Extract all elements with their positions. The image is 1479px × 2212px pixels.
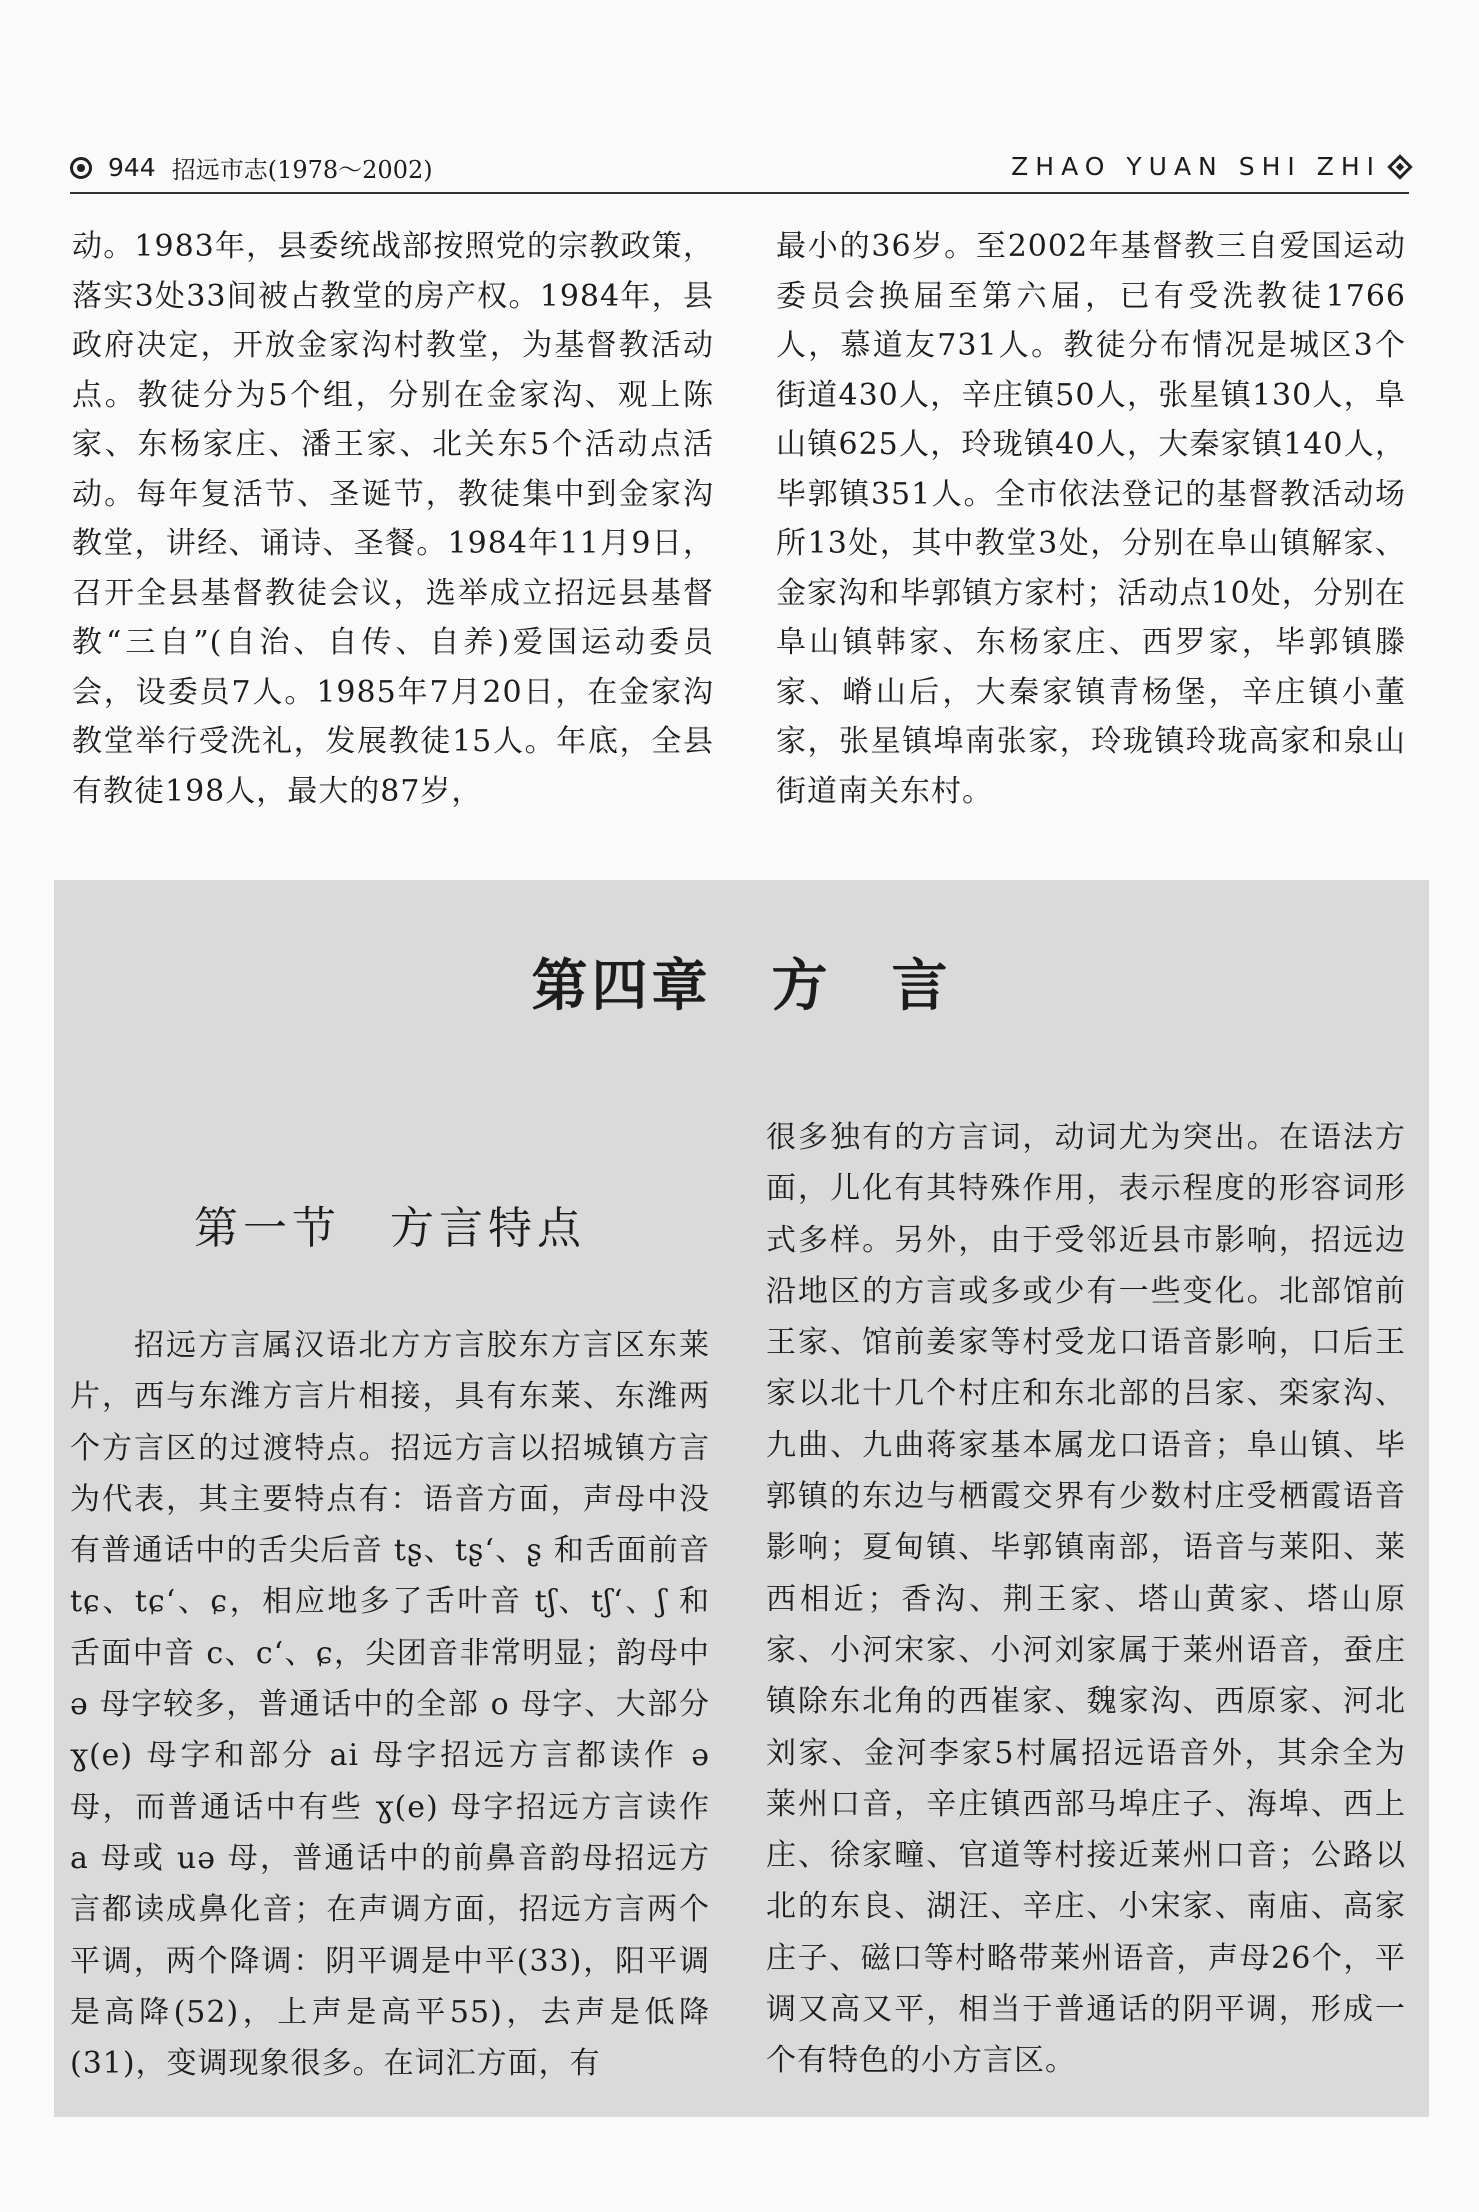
paragraph: 最小的36岁。至2002年基督教三自爱国运动委员会换届至第六届，已有受洗教徒1766人，慕道友731人。教徒分布情况是城区3个街道430人，辛庄镇50人，张星镇130人，阜山镇625人，玲珑镇40人，大秦家镇140人，毕郭镇351人。全市依法登记的基督教活动场所13处，其中教堂3处，分别在阜山镇解家、金家沟和毕郭镇方家村；活动点10处，分别在阜山镇韩家、东杨家庄、西罗家，毕郭镇滕家、嵴山后，大秦家镇青杨堡，辛庄镇小董家，张星镇埠南张家，玲珑镇玲珑高家和泉山街道南关东村。 [776,229,1406,809]
page-header [70,150,1409,190]
section-left-column [70,1320,710,2089]
paragraph: 动。1983年，县委统战部按照党的宗教政策，落实3处33间被占教堂的房产权。1984年，县政府决定，开放金家沟村教堂，为基督教活动点。教徒分为5个组，分别在金家沟、观上陈家、东杨家庄、潘王家、北关东5个活动点活动。每年复活节、圣诞节，教徒集中到金家沟教堂，讲经、诵诗、圣餐。1984年11月9日，召开全县基督教徒会议，选举成立招远县基督教“三自”(自治、自传、自养)爱国运动委员会，设委员7人。1985年7月20日，在金家沟教堂举行受洗礼，发展教徒15人。年底，全县有教徒198人，最大的87岁， [72,229,714,809]
paragraph: 很多独有的方言词，动词尤为突出。在语法方面，儿化有其特殊作用，表示程度的形容词形式多样。另外，由于受邻近县市影响，招远边沿地区的方言或多或少有一些变化。北部馆前王家、馆前姜家等村受龙口语音影响，口后王家以北十几个村庄和东北部的吕家、栾家沟、九曲、九曲蒋家基本属龙口语音；阜山镇、毕郭镇的东边与栖霞交界有少数村庄受栖霞语音影响；夏甸镇、毕郭镇南部，语音与莱阳、莱西相近；香沟、荆王家、塔山黄家、塔山原家、小河宋家、小河刘家属于莱州语音，蚕庄镇除东北角的西崔家、魏家沟、西原家、河北刘家、金河李家5村属招远语音外，其余全为莱州口音，辛庄镇西部马埠庄子、海埠、西上庄、徐家疃、官道等村接近莱州口音；公路以北的东良、湖汪、辛庄、小宋家、南庙、高家庄子、磁口等村略带莱州语音，声母26个，平调又高又平，相当于普通话的阴平调，形成一个有特色的小方言区。 [766,1120,1406,2079]
book-title: 招远市志(1978～2002) [171,156,433,184]
diamond-ornament-icon [1387,154,1412,179]
header-right [1011,152,1409,181]
running-title: ZHAO YUAN SHI ZHI [1011,152,1381,181]
section-right-column [766,1112,1406,2087]
top-left-column [72,222,714,816]
paragraph: 招远方言属汉语北方方言胶东方言区东莱片，西与东潍方言片相接，具有东莱、东潍两个方言区的过渡特点。招远方言以招城镇方言为代表，其主要特点有：语音方面，声母中没有普通话中的舌尖后音 tʂ、tʂʻ、ʂ 和舌面前音 tɕ、tɕʻ、ɕ，相应地多了舌叶音 tʃ、tʃʻ、ʃ 和舌面中音 c、cʻ、ɕ，尖团音非常明显；韵母中 ə 母字较多，普通话中的全部 o 母字、大部分 ɣ(e) 母字和部分 ai 母字招远方言都读作 ə 母，而普通话中有些 ɣ(e) 母字招远方言读作 a 母或 uə 母，普通话中的前鼻音韵母招远方言都读成鼻化音；在声调方面，招远方言两个平调，两个降调：阴平调是中平(33)，阳平调是高降(52)，上声是高平55)，去声是低降(31)，变调现象很多。在词汇方面，有 [70,1328,710,2082]
ornament-icon [70,157,92,179]
chapter-title: 第四章 方 言 [531,953,952,1019]
chapter-panel [54,880,1429,2117]
header-left [70,150,433,185]
header-rule [70,192,1409,194]
section-title: 第一节 方言特点 [194,1203,586,1254]
page-number: 944 [108,153,156,182]
top-right-column [776,222,1406,816]
